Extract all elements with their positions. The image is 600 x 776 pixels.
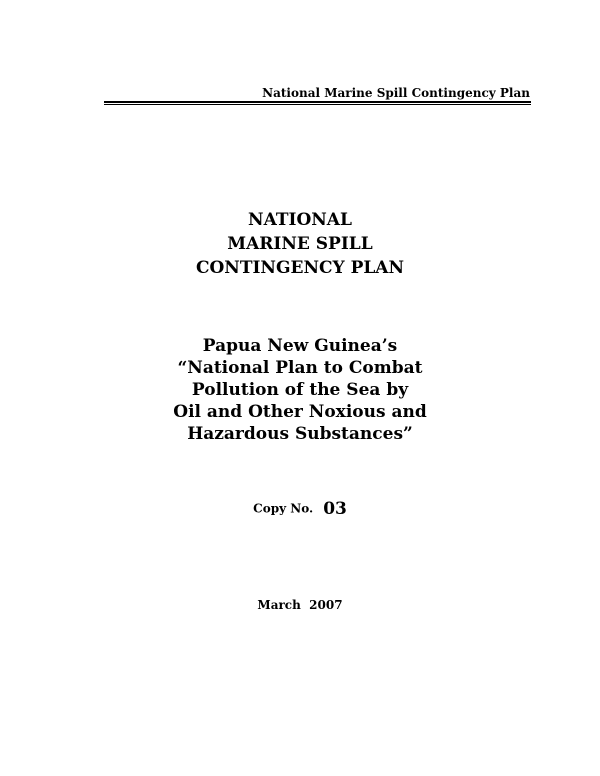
copy-label: Copy No. <box>253 501 314 516</box>
subtitle-line-4: Oil and Other Noxious and <box>173 402 427 422</box>
title-line-2: MARINE SPILL <box>227 234 373 254</box>
copy-number-line <box>150 498 450 519</box>
title-line-3: CONTINGENCY PLAN <box>195 258 405 278</box>
subtitle-line-1: Papua New Guinea’s <box>202 336 398 356</box>
document-date: March 2007 <box>257 598 343 612</box>
document-subtitle <box>130 335 470 445</box>
subtitle-line-2: “National Plan to Combat <box>177 358 423 378</box>
copy-number: 03 <box>323 498 347 519</box>
subtitle-line-3: Pollution of the Sea by <box>191 380 409 400</box>
running-header: National Marine Spill Contingency Plan <box>262 86 530 100</box>
document-title <box>150 208 450 280</box>
title-line-1: NATIONAL <box>248 210 352 230</box>
header-rule <box>104 101 531 103</box>
subtitle-line-5: Hazardous Substances” <box>187 424 413 444</box>
header-rule-thin <box>104 104 531 105</box>
